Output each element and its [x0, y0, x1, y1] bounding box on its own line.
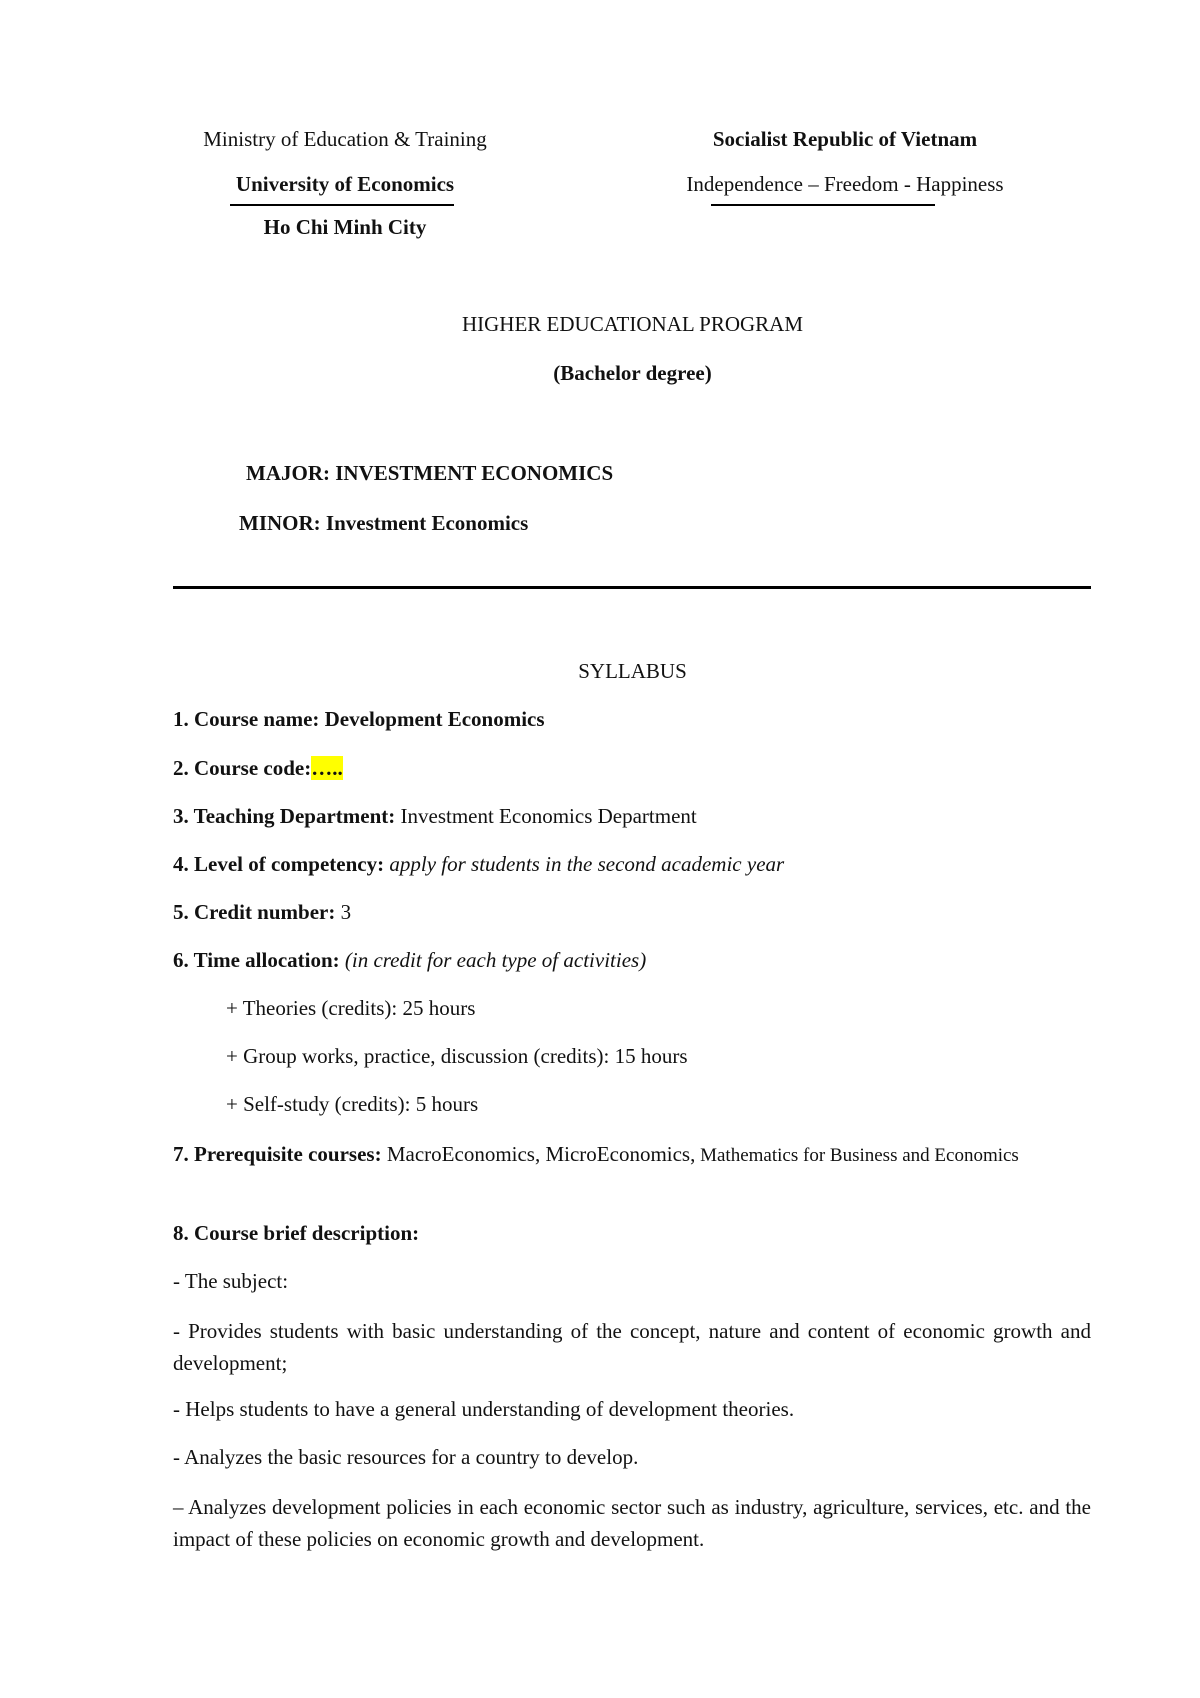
syllabus-title: SYLLABUS — [578, 659, 687, 683]
department-label: 3. Teaching Department: — [173, 804, 396, 828]
description-line-analyzes-policies: – Analyzes development policies in each economic sector such as industry, agriculture, services, etc. and the impact of these policies on economic growth and development. — [173, 1495, 1091, 1551]
prerequisites-value: MacroEconomics, MicroEconomics, — [381, 1142, 696, 1166]
department-value: Investment Economics Department — [395, 804, 697, 828]
major-label: MAJOR: INVESTMENT ECONOMICS — [246, 461, 614, 485]
competency-label: 4. Level of competency: — [173, 852, 385, 876]
time-item-self-study: + Self-study (credits): 5 hours — [226, 1092, 479, 1116]
motto-underline — [711, 204, 935, 206]
description-line-helps: - Helps students to have a general understanding of development theories. — [173, 1397, 795, 1421]
program-title: HIGHER EDUCATIONAL PROGRAM — [461, 312, 804, 336]
city-name: Ho Chi Minh City — [263, 215, 427, 239]
credits-label: 5. Credit number: — [173, 900, 336, 924]
time-allocation-line — [173, 948, 646, 973]
minor-label: MINOR: Investment Economics — [239, 511, 529, 535]
national-motto: Independence – Freedom - Happiness — [686, 172, 1004, 196]
description-line-provides: - Provides students with basic understanding of the concept, nature and content of economic growth and development; — [173, 1319, 1091, 1375]
time-allocation-note: (in credit for each type of activities) — [339, 948, 647, 972]
description-line-subject: - The subject: — [173, 1269, 289, 1293]
department-line — [173, 804, 697, 829]
time-item-theories: + Theories (credits): 25 hours — [226, 996, 476, 1020]
credits-value: 3 — [335, 900, 352, 924]
course-name: 1. Course name: Development Economics — [173, 707, 545, 731]
section-divider — [173, 586, 1091, 589]
university-name: University of Economics — [235, 172, 455, 196]
time-allocation-label: 6. Time allocation: — [173, 948, 340, 972]
description-line-analyzes-resources: - Analyzes the basic resources for a country to develop. — [173, 1445, 639, 1469]
prerequisites-paragraph — [173, 1138, 1091, 1172]
time-item-group-works: + Group works, practice, discussion (credits): 15 hours — [226, 1044, 688, 1068]
prerequisites-value-small: Mathematics for Business and Economics — [695, 1145, 1019, 1166]
degree-label: (Bachelor degree) — [553, 361, 712, 385]
description-label: 8. Course brief description: — [173, 1221, 420, 1245]
course-code-label: 2. Course code: — [173, 756, 312, 780]
ministry-name: Ministry of Education & Training — [203, 127, 487, 151]
credits-line — [173, 900, 351, 925]
course-code-line — [173, 756, 343, 781]
country-name: Socialist Republic of Vietnam — [712, 127, 978, 151]
competency-value: apply for students in the second academic year — [384, 852, 785, 876]
prerequisites-label: 7. Prerequisite courses: — [173, 1142, 382, 1166]
course-code-value: ….. — [311, 756, 343, 780]
competency-line — [173, 852, 784, 877]
university-underline — [230, 204, 454, 206]
